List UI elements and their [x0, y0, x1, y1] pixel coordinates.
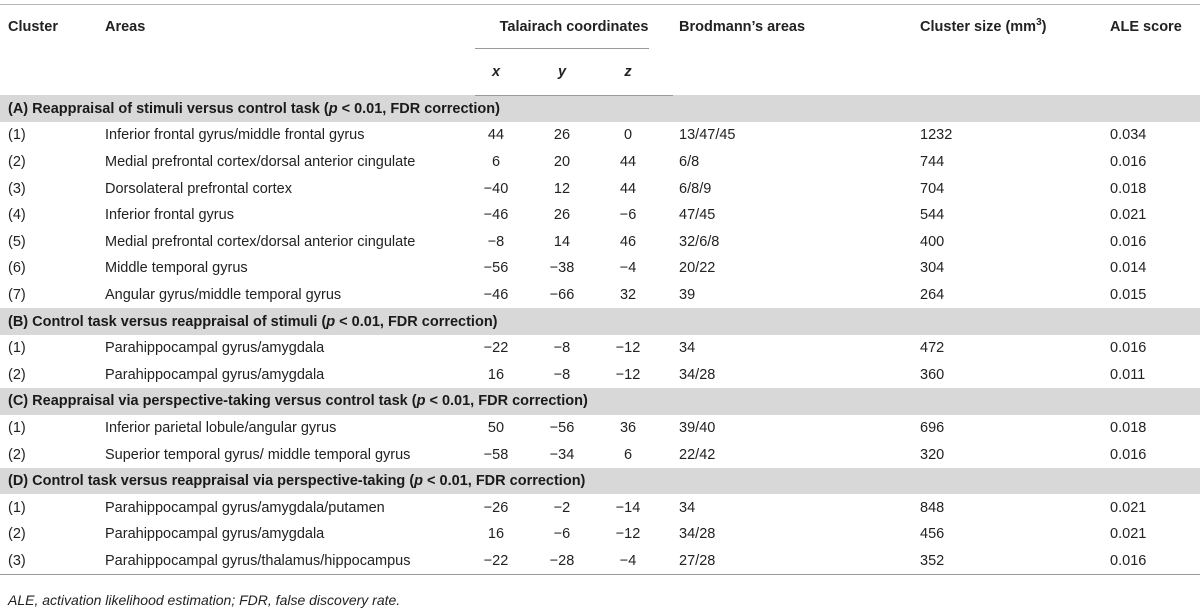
cell-x: −40 [483, 180, 509, 197]
header-talairach-label: Talairach coordinates [499, 19, 649, 35]
cell-y: 20 [553, 153, 571, 170]
section-title-pre: (B) Control task versus reappraisal of stimuli ( [8, 313, 327, 330]
cell-area: Parahippocampal gyrus/amygdala/putamen [105, 499, 385, 516]
cell-area: Middle temporal gyrus [105, 260, 248, 277]
cell-size: 400 [920, 233, 945, 250]
cell-brodmann: 13/47/45 [679, 127, 736, 144]
cell-cluster: (1) [8, 499, 26, 516]
cell-brodmann: 32/6/8 [679, 233, 720, 250]
cell-z: −6 [619, 207, 637, 224]
cell-z: −12 [615, 526, 641, 543]
cell-area: Dorsolateral prefrontal cortex [105, 180, 292, 197]
cell-cluster: (1) [8, 419, 26, 436]
cell-cluster: (3) [8, 180, 26, 197]
cell-brodmann: 34 [679, 499, 696, 516]
cell-z: 0 [623, 127, 633, 144]
cell-area: Inferior frontal gyrus [105, 207, 234, 224]
cell-size: 472 [920, 340, 945, 357]
cell-cluster: (5) [8, 233, 26, 250]
cell-ale: 0.016 [1110, 153, 1147, 170]
header-cluster: Cluster [0, 5, 97, 96]
header-y: y [541, 49, 607, 96]
cell-cluster: (4) [8, 207, 26, 224]
section-title-pre: (C) Reappraisal via perspective-taking versus control task ( [8, 393, 417, 410]
cell-size: 360 [920, 366, 945, 383]
cell-cluster: (7) [8, 286, 26, 303]
cell-x: −56 [483, 260, 509, 277]
header-x: x [475, 49, 541, 96]
table-row [0, 149, 1200, 176]
table-row [0, 494, 1200, 521]
section-title [0, 388, 1200, 415]
cell-cluster: (6) [8, 260, 26, 277]
results-table [0, 4, 1200, 575]
table-row [0, 335, 1200, 362]
cell-brodmann: 6/8/9 [679, 180, 712, 197]
cell-area: Angular gyrus/middle temporal gyrus [105, 286, 342, 303]
table-row [0, 228, 1200, 255]
header-z: z [607, 49, 673, 96]
cell-brodmann: 47/45 [679, 207, 716, 224]
cell-x: 16 [487, 526, 505, 543]
cell-x: −46 [483, 286, 509, 303]
cell-size: 352 [914, 548, 1110, 575]
cell-brodmann: 34/28 [679, 526, 716, 543]
cell-cluster: (1) [8, 127, 26, 144]
cell-cluster: (2) [8, 446, 26, 463]
cell-y: −2 [553, 499, 571, 516]
cell-x: 6 [491, 153, 501, 170]
cell-x: 16 [487, 366, 505, 383]
cell-y: −38 [549, 260, 575, 277]
section-title-pre: (D) Control task versus reappraisal via perspective-taking ( [8, 473, 415, 490]
cell-z: 46 [619, 233, 637, 250]
cell-ale: 0.015 [1110, 286, 1147, 303]
cell-ale: 0.014 [1110, 260, 1147, 277]
section-title-post: < 0.01, FDR correction) [335, 313, 498, 330]
cell-x: −26 [483, 499, 509, 516]
header-areas: Areas [97, 5, 475, 96]
header-cluster-size [914, 5, 1110, 96]
section-title [0, 468, 1200, 495]
cell-ale: 0.018 [1110, 180, 1147, 197]
section-title-post: < 0.01, FDR correction) [337, 100, 500, 117]
cell-ale: 0.016 [1110, 548, 1200, 575]
cell-ale: 0.034 [1110, 127, 1147, 144]
cell-cluster: (2) [8, 153, 26, 170]
section-title-post: < 0.01, FDR correction) [423, 473, 586, 490]
cell-brodmann: 34/28 [679, 366, 716, 383]
cell-brodmann: 39/40 [679, 419, 716, 436]
section-title [0, 308, 1200, 335]
cell-brodmann: 27/28 [673, 548, 914, 575]
header-talairach [475, 5, 673, 49]
cell-area: Superior temporal gyrus/ middle temporal gyrus [105, 446, 411, 463]
cell-z: 32 [619, 286, 637, 303]
section-title-post: < 0.01, FDR correction) [425, 393, 588, 410]
table-body [0, 95, 1200, 575]
cell-size: 704 [920, 180, 945, 197]
cell-x: −22 [475, 548, 541, 575]
cell-y: −8 [553, 340, 571, 357]
cell-z: 44 [619, 153, 637, 170]
cell-brodmann: 6/8 [679, 153, 700, 170]
header-cluster-size-label: Cluster size (mm [920, 19, 1037, 35]
cell-size: 320 [920, 446, 945, 463]
cell-brodmann: 22/42 [679, 446, 716, 463]
table-row [0, 122, 1200, 149]
footnote: ALE, activation likelihood estimation; FDR, false discovery rate. [8, 592, 401, 608]
cell-brodmann: 39 [679, 286, 696, 303]
table-row [0, 282, 1200, 309]
talairach-underline [475, 48, 649, 49]
cell-area: Medial prefrontal cortex/dorsal anterior cingulate [105, 233, 416, 250]
cell-ale: 0.021 [1110, 499, 1147, 516]
cell-size: 456 [920, 526, 945, 543]
cell-area: Parahippocampal gyrus/amygdala [105, 366, 325, 383]
section-title-p: p [328, 100, 338, 117]
cell-y: 12 [553, 180, 571, 197]
cell-y: −56 [549, 419, 575, 436]
table-row [0, 361, 1200, 388]
cell-cluster: (2) [8, 526, 26, 543]
cell-x: −58 [483, 446, 509, 463]
cell-size: 544 [920, 207, 945, 224]
cell-y: −34 [549, 446, 575, 463]
cell-z: 36 [619, 419, 637, 436]
cell-y: 14 [553, 233, 571, 250]
table-row [0, 175, 1200, 202]
section-header-row [0, 388, 1200, 415]
table-row [0, 202, 1200, 229]
section-header-row [0, 468, 1200, 495]
cell-size: 1232 [920, 127, 953, 144]
cell-area: Parahippocampal gyrus/thalamus/hippocampus [97, 548, 475, 575]
table-row [0, 521, 1200, 548]
cell-x: −22 [483, 340, 509, 357]
cell-x: −8 [487, 233, 505, 250]
table-row [0, 415, 1200, 442]
section-title [0, 95, 1200, 122]
cell-y: −6 [553, 526, 571, 543]
cell-cluster: (1) [8, 340, 26, 357]
cell-ale: 0.011 [1110, 366, 1146, 383]
cell-ale: 0.016 [1110, 340, 1147, 357]
section-title-p: p [326, 313, 336, 330]
header-cluster-size-sup: 3 [1036, 17, 1042, 29]
cell-area: Inferior parietal lobule/angular gyrus [105, 419, 337, 436]
cell-area: Medial prefrontal cortex/dorsal anterior cingulate [105, 153, 416, 170]
table-row [0, 441, 1200, 468]
cell-y: −66 [549, 286, 575, 303]
header-brodmann: Brodmann’s areas [673, 5, 914, 96]
header-ale: ALE score [1110, 5, 1200, 96]
cell-y: 26 [553, 127, 571, 144]
cell-ale: 0.016 [1110, 446, 1147, 463]
cell-y: 26 [553, 207, 571, 224]
cell-size: 696 [920, 419, 945, 436]
cell-brodmann: 34 [679, 340, 696, 357]
cell-z: −12 [615, 366, 641, 383]
section-title-p: p [416, 393, 426, 410]
cell-y: −28 [541, 548, 607, 575]
section-header-row [0, 308, 1200, 335]
cell-area: Inferior frontal gyrus/middle frontal gyrus [105, 127, 365, 144]
cell-ale: 0.016 [1110, 233, 1147, 250]
cell-size: 848 [920, 499, 945, 516]
table-row [0, 548, 1200, 575]
cell-z: −4 [607, 548, 673, 575]
cell-area: Parahippocampal gyrus/amygdala [105, 526, 325, 543]
cell-ale: 0.021 [1110, 207, 1147, 224]
cell-ale: 0.021 [1110, 526, 1147, 543]
cell-y: −8 [553, 366, 571, 383]
cell-z: −12 [615, 340, 641, 357]
cell-size: 304 [920, 260, 945, 277]
cell-area: Parahippocampal gyrus/amygdala [105, 340, 325, 357]
cell-x: 50 [487, 419, 505, 436]
cell-x: −46 [483, 207, 509, 224]
section-title-p: p [414, 473, 424, 490]
cell-z: −14 [615, 499, 641, 516]
cell-z: 44 [619, 180, 637, 197]
header-row [0, 5, 1200, 49]
section-header-row [0, 95, 1200, 122]
section-title-pre: (A) Reappraisal of stimuli versus control task ( [8, 100, 329, 117]
cell-x: 44 [487, 127, 505, 144]
cell-size: 264 [920, 286, 945, 303]
cell-z: −4 [619, 260, 637, 277]
cell-brodmann: 20/22 [679, 260, 716, 277]
cell-cluster: (3) [0, 548, 97, 575]
cell-cluster: (2) [8, 366, 26, 383]
cell-size: 744 [920, 153, 945, 170]
table-row [0, 255, 1200, 282]
header-cluster-size-close: ) [1041, 19, 1047, 35]
cell-z: 6 [623, 446, 633, 463]
cell-ale: 0.018 [1110, 419, 1147, 436]
